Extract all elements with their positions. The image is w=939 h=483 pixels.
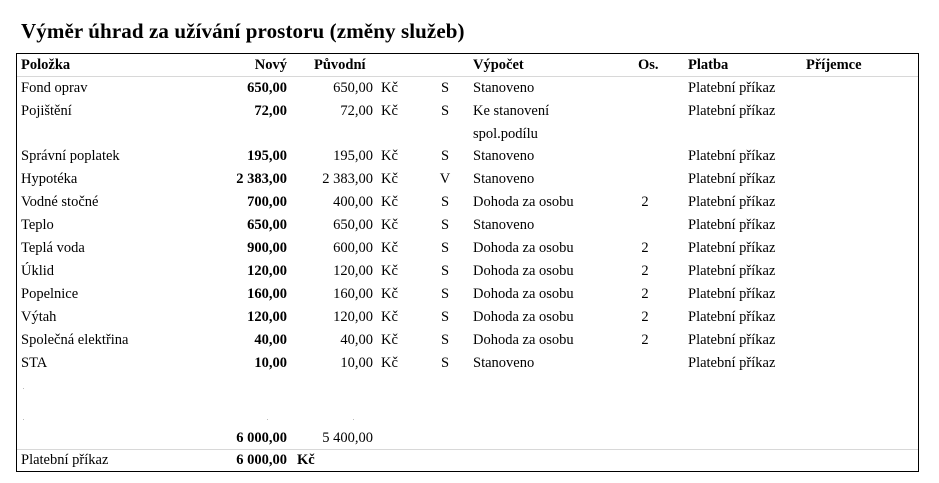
row-polozka: Teplo	[21, 217, 54, 233]
row-puvodni: 40,00	[340, 332, 373, 348]
row-vypocet: Stanoveno	[473, 171, 535, 187]
header-prijemce: Příjemce	[806, 57, 862, 73]
row-typ: S	[440, 309, 450, 325]
footer-currency: Kč	[297, 452, 315, 468]
row-vypocet: Ke stanovení	[473, 103, 550, 119]
row-novy: 160,00	[247, 286, 287, 302]
row-platba: Platební příkaz	[688, 263, 776, 279]
row-vypocet: Stanoveno	[473, 217, 535, 233]
row-os: 2	[641, 240, 649, 256]
row-novy: 10,00	[254, 355, 287, 371]
placeholder-dot	[23, 419, 24, 420]
row-vypocet: Dohoda za osobu	[473, 332, 574, 348]
row-polozka: Fond oprav	[21, 80, 88, 96]
row-typ: S	[440, 80, 450, 96]
row-currency: Kč	[381, 286, 398, 302]
row-puvodni: 195,00	[333, 148, 373, 164]
row-typ: S	[440, 194, 450, 210]
footer-label: Platební příkaz	[21, 452, 109, 468]
row-currency: Kč	[381, 355, 398, 371]
row-polozka: Pojištění	[21, 103, 72, 119]
row-puvodni: 650,00	[333, 80, 373, 96]
header-platba: Platba	[688, 57, 729, 73]
row-platba: Platební příkaz	[688, 286, 776, 302]
row-platba: Platební příkaz	[688, 355, 776, 371]
row-currency: Kč	[381, 194, 398, 210]
row-platba: Platební příkaz	[688, 240, 776, 256]
row-novy: 2 383,00	[236, 171, 287, 187]
row-polozka: STA	[21, 355, 48, 371]
row-platba: Platební příkaz	[688, 194, 776, 210]
total-novy: 6 000,00	[236, 430, 287, 446]
row-currency: Kč	[381, 217, 398, 233]
row-polozka: Správní poplatek	[21, 148, 120, 164]
row-vypocet: Dohoda za osobu	[473, 240, 574, 256]
row-polozka: Teplá voda	[21, 240, 85, 256]
row-currency: Kč	[381, 263, 398, 279]
footer-value: 6 000,00	[236, 452, 287, 468]
row-puvodni: 160,00	[333, 286, 373, 302]
row-currency: Kč	[381, 103, 398, 119]
totals-divider	[17, 449, 918, 450]
row-puvodni: 650,00	[333, 217, 373, 233]
row-polozka: Vodné stočné	[21, 194, 99, 210]
row-typ: S	[440, 263, 450, 279]
row-currency: Kč	[381, 148, 398, 164]
placeholder-dot	[267, 419, 268, 420]
row-polozka: Výtah	[21, 309, 57, 325]
row-puvodni: 10,00	[340, 355, 373, 371]
total-puvodni: 5 400,00	[322, 430, 373, 446]
header-divider	[17, 76, 918, 77]
row-puvodni: 120,00	[333, 309, 373, 325]
row-puvodni: 600,00	[333, 240, 373, 256]
row-novy: 72,00	[254, 103, 287, 119]
row-novy: 195,00	[247, 148, 287, 164]
row-vypocet: Stanoveno	[473, 148, 535, 164]
row-novy: 900,00	[247, 240, 287, 256]
row-novy: 120,00	[247, 263, 287, 279]
row-typ: S	[440, 355, 450, 371]
row-puvodni: 400,00	[333, 194, 373, 210]
row-typ: S	[440, 286, 450, 302]
row-currency: Kč	[381, 80, 398, 96]
row-novy: 650,00	[247, 80, 287, 96]
row-currency: Kč	[381, 171, 398, 187]
row-os: 2	[641, 263, 649, 279]
header-vypocet: Výpočet	[473, 57, 524, 73]
row-currency: Kč	[381, 332, 398, 348]
row-vypocet: Dohoda za osobu	[473, 194, 574, 210]
row-typ: S	[440, 332, 450, 348]
row-novy: 120,00	[247, 309, 287, 325]
row-vypocet-line2: spol.podílu	[473, 126, 538, 142]
row-vypocet: Dohoda za osobu	[473, 309, 574, 325]
row-novy: 700,00	[247, 194, 287, 210]
header-puvodni: Původní	[314, 57, 366, 73]
row-polozka: Úklid	[21, 263, 55, 279]
row-os: 2	[641, 194, 649, 210]
row-typ: S	[440, 103, 450, 119]
row-typ: S	[440, 217, 450, 233]
row-polozka: Hypotéka	[21, 171, 78, 187]
row-vypocet: Stanoveno	[473, 355, 535, 371]
row-platba: Platební příkaz	[688, 80, 776, 96]
placeholder-dot	[353, 419, 354, 420]
payments-table	[16, 53, 919, 472]
row-vypocet: Dohoda za osobu	[473, 286, 574, 302]
row-vypocet: Dohoda za osobu	[473, 263, 574, 279]
row-polozka: Popelnice	[21, 286, 79, 302]
row-os: 2	[641, 309, 649, 325]
header-os: Os.	[638, 57, 659, 73]
row-typ: V	[439, 171, 451, 187]
row-typ: S	[440, 148, 450, 164]
row-currency: Kč	[381, 240, 398, 256]
row-platba: Platební příkaz	[688, 332, 776, 348]
row-puvodni: 72,00	[340, 103, 373, 119]
row-platba: Platební příkaz	[688, 103, 776, 119]
row-novy: 40,00	[254, 332, 287, 348]
row-currency: Kč	[381, 309, 398, 325]
row-platba: Platební příkaz	[688, 171, 776, 187]
row-novy: 650,00	[247, 217, 287, 233]
header-polozka: Položka	[21, 57, 71, 73]
row-polozka: Společná elektřina	[21, 332, 129, 348]
row-vypocet: Stanoveno	[473, 80, 535, 96]
row-os: 2	[641, 332, 649, 348]
row-platba: Platební příkaz	[688, 309, 776, 325]
row-platba: Platební příkaz	[688, 148, 776, 164]
row-puvodni: 120,00	[333, 263, 373, 279]
row-os: 2	[641, 286, 649, 302]
row-puvodni: 2 383,00	[322, 171, 373, 187]
placeholder-dot	[23, 388, 24, 389]
row-platba: Platební příkaz	[688, 217, 776, 233]
row-typ: S	[440, 240, 450, 256]
header-novy: Nový	[254, 57, 287, 73]
page-title: Výměr úhrad za užívání prostoru (změny služeb)	[21, 19, 465, 43]
